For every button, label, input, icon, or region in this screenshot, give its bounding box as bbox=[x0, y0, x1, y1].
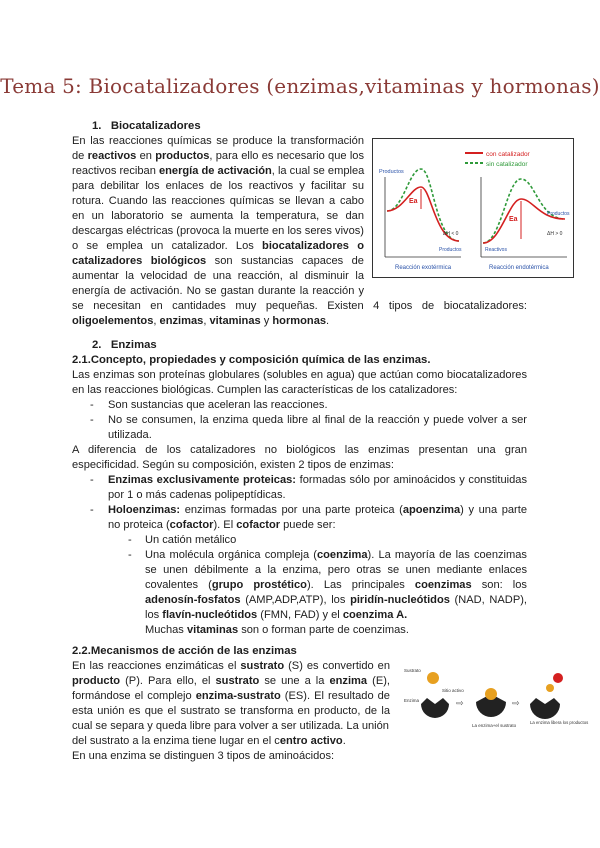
left-products-label: Productos bbox=[439, 247, 462, 253]
right-delta-label: ΔH > 0 bbox=[547, 231, 563, 237]
cofactor-item-2-line-3: covalentes (grupo prostético). Las principales coenzimas son: los bbox=[145, 579, 527, 591]
s1-line-3: reactivos reciban energía de activación, la cual se emplea bbox=[72, 165, 365, 177]
bullet-dash: - bbox=[128, 534, 132, 546]
s1-line-8: o se emplea un catalizador. Los biocatalizadores o bbox=[72, 240, 364, 252]
s1-line-11: energía de activación. No se gastan durante la reacción y bbox=[72, 285, 364, 297]
page-title: Tema 5: Biocatalizadores (enzimas,vitaminas y hormonas) bbox=[0, 74, 600, 98]
right-ea-label: Ea bbox=[509, 216, 518, 223]
cofactor-item-2-line-5: los flavín-nucleótidos (FMN, FAD) y el coenzima A. bbox=[145, 609, 408, 621]
mech-line-1: En las reacciones enzimáticas el sustrato (S) es convertido en bbox=[72, 660, 390, 672]
left-reactivos-label: Productos bbox=[379, 169, 404, 175]
s2-p2-line-1: A diferencia de los catalizadores no biológicos las enzimas presentan una gran bbox=[72, 444, 527, 456]
holoenzyme-line-2: no proteica (cofactor). El cofactor puede ser: bbox=[108, 519, 336, 531]
mech-line-7: En una enzima se distinguen 3 tipos de aminoácidos: bbox=[72, 750, 335, 762]
complex-substrate-shape bbox=[485, 688, 497, 700]
s1-line-5: rotura. Cuando las reacciones químicas se llevan a cabo bbox=[72, 195, 364, 207]
fig2-enzyme-label: Enzima bbox=[404, 698, 420, 703]
mech-line-6: del sustrato a la enzima tiene lugar en el centro activo. bbox=[72, 735, 346, 747]
enzymes-type-1-line-2: por 1 o más cadenas polipeptídicas. bbox=[108, 489, 286, 501]
s1-line-1: En las reacciones químicas se produce la transformación bbox=[72, 135, 364, 147]
section-1-number: 1. bbox=[92, 120, 102, 132]
bullet-dash: - bbox=[90, 504, 94, 516]
legend-con-label: con catalizador bbox=[486, 151, 530, 158]
left-ea-label: Ea bbox=[409, 198, 418, 205]
section-1-heading bbox=[92, 119, 201, 134]
legend-sin-label: sin catalizador bbox=[486, 161, 528, 168]
enzymes-type-1-line-1: Enzimas exclusivamente proteicas: formadas sólo por aminoácidos y constituidas bbox=[108, 474, 527, 486]
bullet-dash: - bbox=[128, 549, 132, 561]
bullet-2-line-2: utilizada. bbox=[108, 429, 152, 441]
bullet-dash: - bbox=[90, 414, 94, 426]
section-2-number: 2. bbox=[92, 339, 102, 351]
subsection-2-1-heading: 2.1.Concepto, propiedades y composición química de las enzimas. bbox=[72, 354, 431, 366]
bullet-dash: - bbox=[90, 474, 94, 486]
mech-line-5: cual se separa y queda libre para volver a ser utilizada. La unión bbox=[72, 720, 389, 732]
holoenzyme-line-1: Holoenzimas: enzimas formadas por una parte proteica (apoenzima) y una parte bbox=[108, 504, 527, 516]
product-1-shape bbox=[553, 673, 563, 683]
mech-line-4: esta unión es que el sustrato se transforma en producto, de la bbox=[72, 705, 390, 717]
section-2-heading bbox=[92, 338, 157, 353]
s1-line-7: descargas eléctricas (provoca la muerte en los seres vivos) bbox=[72, 225, 364, 237]
s1-line-9: catalizadores biológicos son sustancias capaces de bbox=[72, 255, 364, 267]
bullet-2-line-1: No se consumen, la enzima queda libre al final de la reacción y puede volver a ser bbox=[108, 414, 527, 426]
energy-diagram-figure bbox=[372, 138, 574, 278]
enzyme-mechanism-figure bbox=[398, 662, 589, 732]
right-reactivos-label: Reactivos bbox=[485, 247, 507, 253]
free-enzyme-shape bbox=[530, 698, 560, 719]
cofactor-item-1: Un catión metálico bbox=[145, 534, 237, 546]
product-2-shape bbox=[546, 684, 554, 692]
fig2-final-label: La enzima libera los productos bbox=[530, 720, 589, 725]
energy-diagram-svg bbox=[373, 139, 573, 277]
bullet-dash: - bbox=[90, 399, 94, 411]
s1-line-12: se necesitan en cantidades muy pequeñas. Existen 4 tipos de biocatalizadores: bbox=[72, 300, 527, 312]
s2-p2-line-2: especificidad. Según su composición, existen 2 tipos de enzimas: bbox=[72, 459, 394, 471]
right-caption: Reacción endotérmica bbox=[489, 265, 549, 271]
cofactor-item-2-line-2: se unen débilmente a la enzima, pero otras se unen mediante enlaces bbox=[145, 564, 527, 576]
s2-p1-line-2: en las reacciones biológicas. Cumplen las características de los catalizadores: bbox=[72, 384, 458, 396]
s1-line-6: en un laboratorio se aumenta la temperatura, se dan bbox=[72, 210, 364, 222]
fig2-site-label: Sitio activo bbox=[442, 688, 464, 693]
cofactor-item-2-line-6: Muchas vitaminas son o forman parte de coenzimas. bbox=[145, 624, 409, 636]
cofactor-item-2-line-4: adenosín-fosfatos (AMP,ADP,ATP), los piridín-nucleótidos (NAD, NADP), bbox=[145, 594, 527, 606]
mech-line-3: formándose el complejo enzima-sustrato (ES). El resultado de bbox=[72, 690, 390, 702]
s1-line-2: de reactivos en productos, para ello es necesario que los bbox=[72, 150, 365, 162]
fig2-complex-label: La enzima+el sustrato bbox=[472, 723, 517, 728]
section-2-title: Enzimas bbox=[110, 339, 157, 351]
arrow-icon: ⇨ bbox=[456, 699, 464, 709]
s1-line-4: para debilitar los enlaces de los reactivos y facilitar su bbox=[72, 180, 364, 192]
right-products-label: Productos bbox=[547, 211, 570, 217]
s1-line-13: oligoelementos, enzimas, vitaminas y hormonas. bbox=[72, 315, 330, 327]
enzyme-mechanism-svg bbox=[398, 662, 589, 732]
section-1-title: Biocatalizadores bbox=[110, 120, 201, 132]
left-caption: Reacción exotérmica bbox=[395, 265, 452, 271]
fig2-substrate-label: Sustrato bbox=[404, 668, 421, 673]
enzyme-shape bbox=[421, 698, 449, 718]
bullet-1: Son sustancias que aceleran las reacciones. bbox=[108, 399, 328, 411]
cofactor-item-2-line-1: Una molécula orgánica compleja (coenzima). La mayoría de las coenzimas bbox=[145, 549, 527, 561]
s1-line-10: aumentar la velocidad de una reacción, al disminuir la bbox=[72, 270, 364, 282]
left-delta-label: ΔH < 0 bbox=[443, 231, 459, 237]
s2-p1-line-1: Las enzimas son proteínas globulares (solubles en agua) que actúan como biocatalizadores bbox=[72, 369, 527, 381]
arrow-icon: ⇨ bbox=[512, 699, 520, 709]
substrate-shape bbox=[427, 672, 439, 684]
subsection-2-2-heading: 2.2.Mecanismos de acción de las enzimas bbox=[72, 645, 297, 657]
mech-line-2: producto (P). Para ello, el sustrato se une a la enzima (E), bbox=[72, 675, 390, 687]
